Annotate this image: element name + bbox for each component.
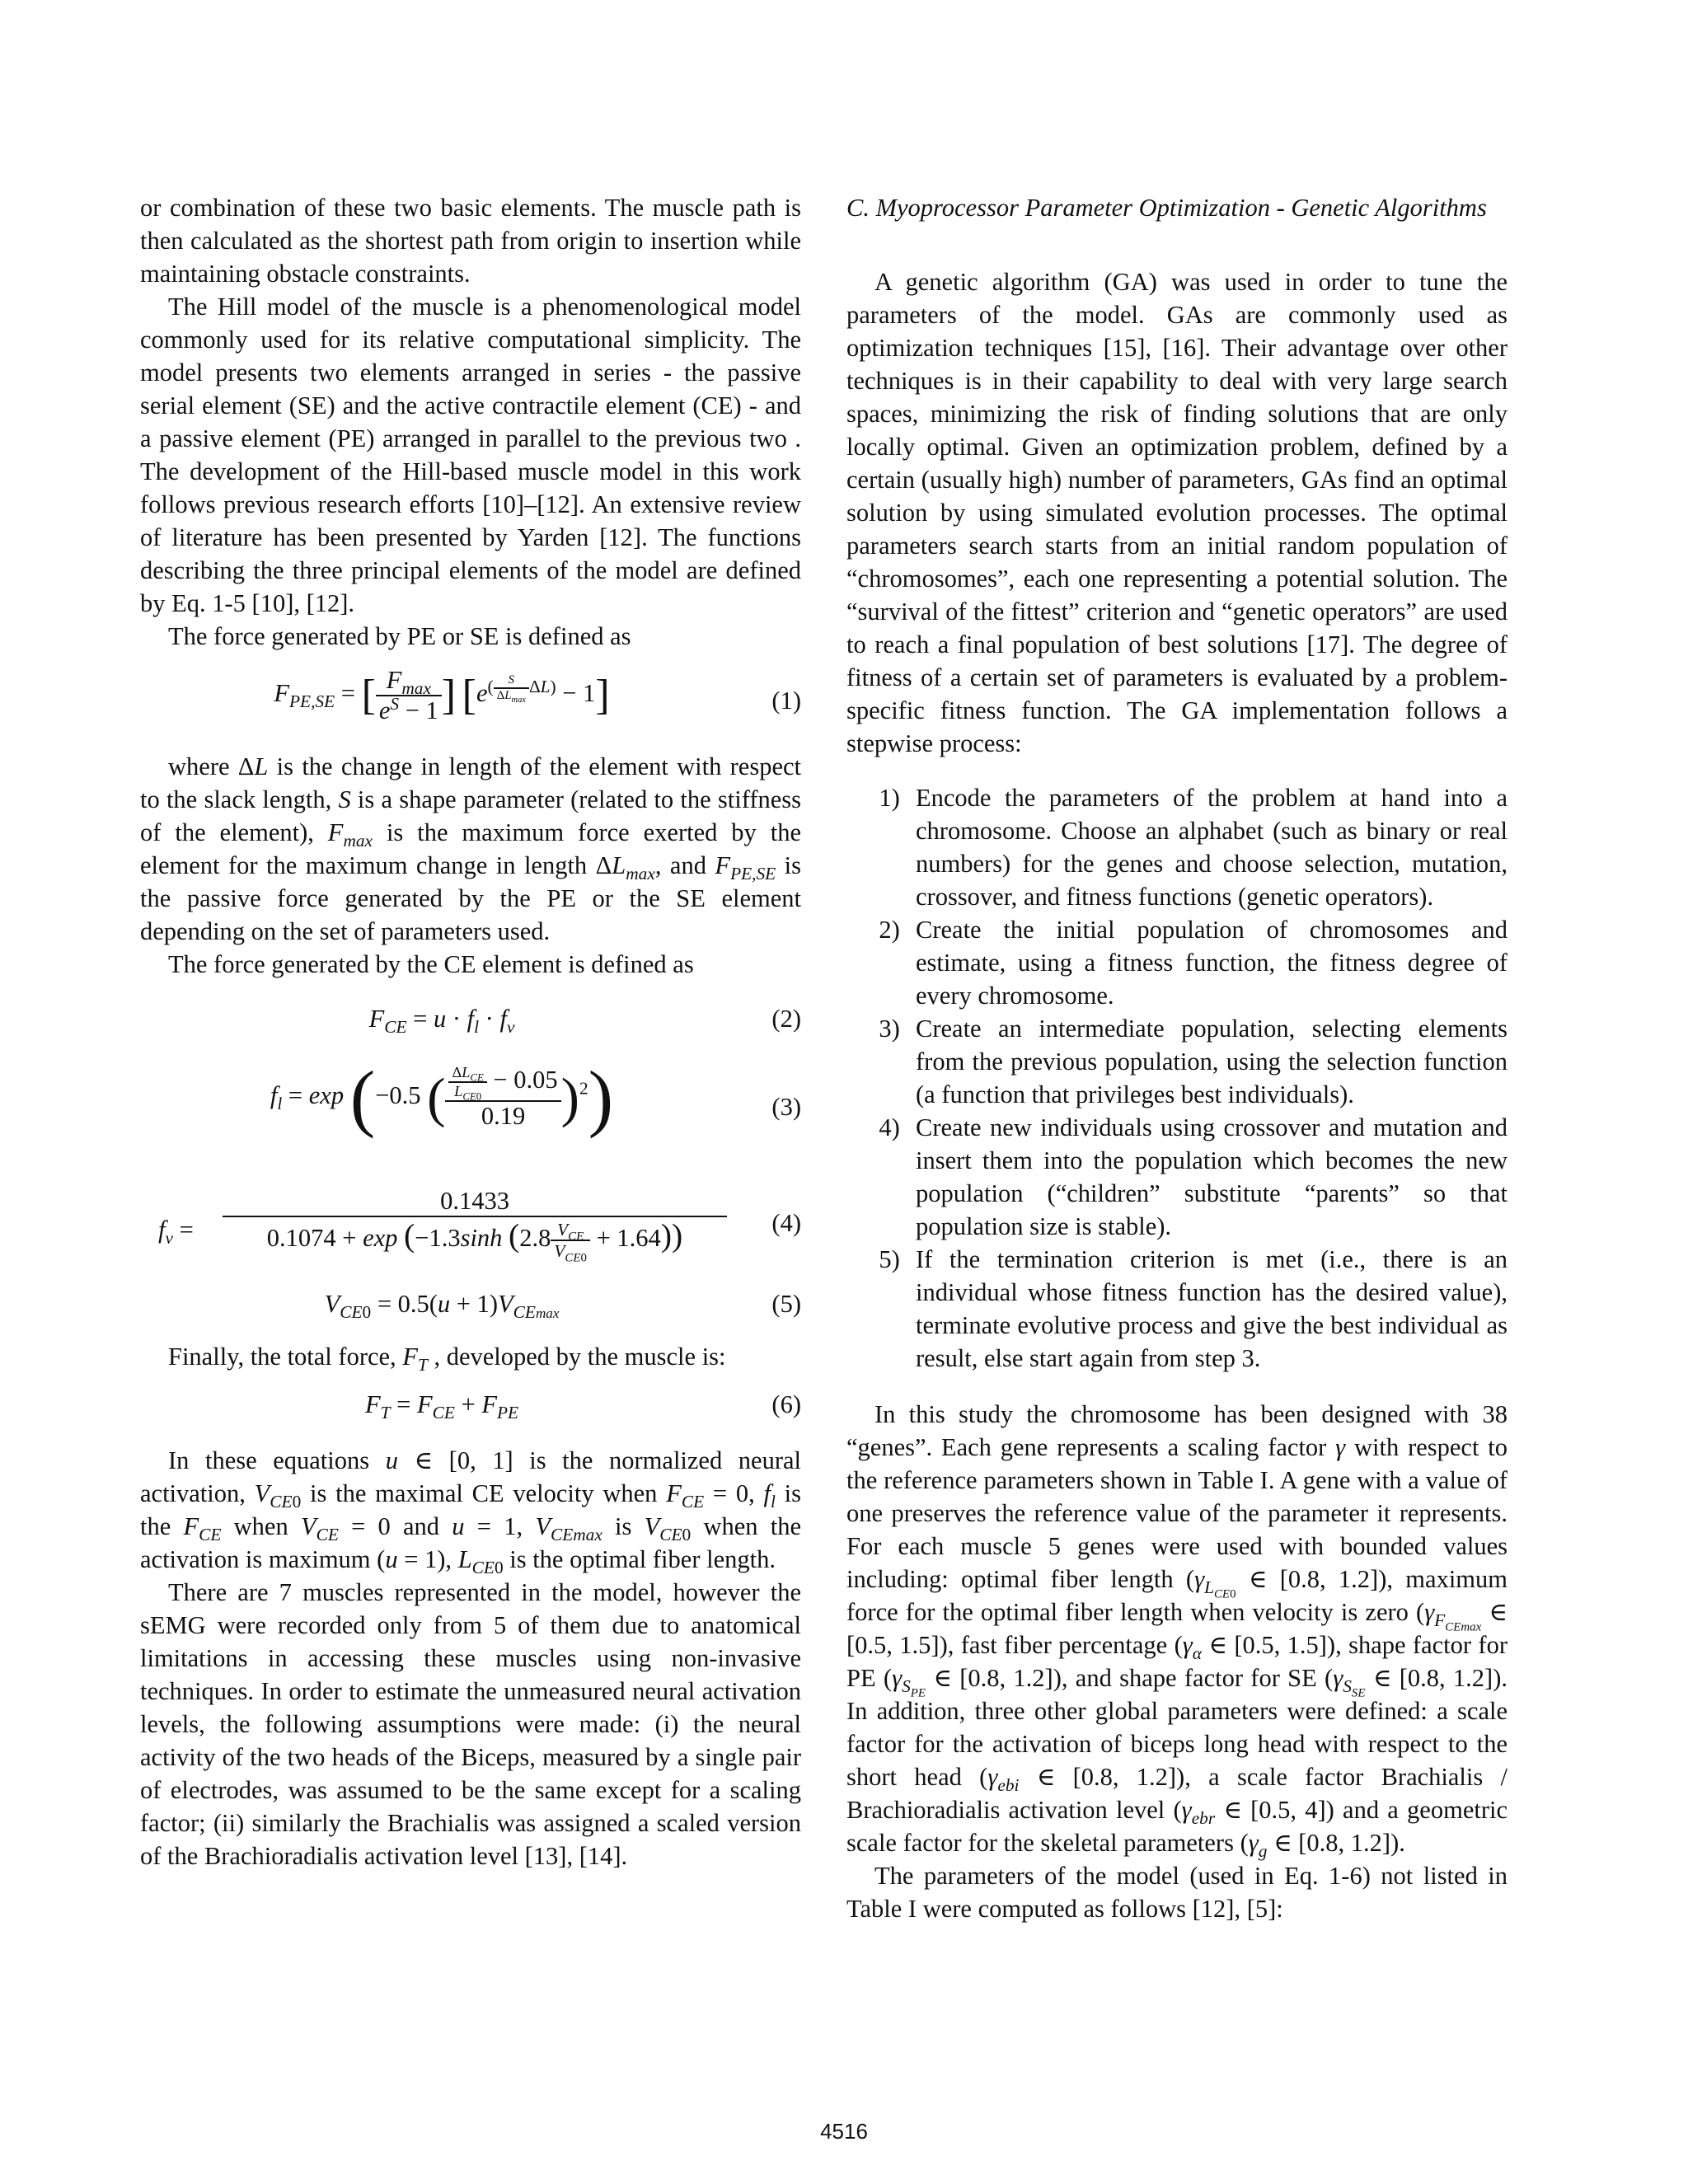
paragraph: A genetic algorithm (GA) was used in order to tune the parameters of the model. GAs are commonly used as optimization techniques [15], [16]. Their advantage over other techniques is in their capability to deal with very large search spaces, minimizing the risk of finding solutions that are only locally optimal. Given an optimization problem, defined by a certain (usually high) number of parameters, GAs find an optimal solution by using simulated evolution processes. The optimal parameters search starts from an initial random population of “chromosomes”, each one representing a potential solution. The “survival of the fittest” criterion and “genetic operators” are used to reach a final population of best solutions [17]. The degree of fitness of a certain set of parameters is evaluated by a problem-specific fitness function. The GA implementation follows a stepwise process:	[846, 268, 1507, 757]
equation-3: $f_l = \exp (-0.5$ ( $\frac{\Delta L_{CE}}{L_{CE0}}$ − 0.05 0.19 )$^2$) (3)	[270, 1055, 801, 1139]
equation-number: (2)	[771, 1005, 801, 1033]
steps-list	[846, 781, 1507, 1375]
paragraph: Finally, the total force, $F_T$ , developed by the muscle is:	[168, 1343, 726, 1376]
equation-5: $V_{CE0} = 0.5(u + 1)V_{CEmax}$ (5)	[140, 1287, 801, 1327]
paragraph: In these equations u ∈ [0, 1] is the normalized neural activation, $V_{CE0}$ is the maximal CE velocity when $F_{CE} = 0$, $f_l$ is the $F_{CE}$ when $V_{CE} = 0$ and u = 1, $V_{CEmax}$ is $V_{CE0}$ when the activation is maximum (u = 1), $L_{CE0}$ is the optimal fiber length.	[140, 1446, 802, 1578]
paragraph: The force generated by the CE element is defined as	[168, 950, 694, 978]
left-column	[140, 191, 801, 1872]
paragraph: where ΔL is the change in length of the element with respect to the slack length, S is a shape parameter (related to the stiffness of the element), $F_{max}$ is the maximum force exerted by the element for the maximum change in length $\Delta L_{max}$, and $F_{PE,SE}$ is the passive force generated by the PE or the SE element depending on the set of parameters used.	[140, 752, 802, 945]
paragraph: or combination of these two basic elements. The muscle path is then calculated as the shortest path from origin to insertion while maintaining obstacle constraints.	[140, 194, 801, 288]
paragraph: The Hill model of the muscle is a phenomenological model commonly used for its relative computational simplicity. The model presents two elements arranged in series - the passive serial element (SE) and the active contractile element (CE) - and a passive element (PE) arranged in parallel to the previous two . The development of the Hill-based muscle model in this work follows previous research efforts [10]–[12]. An extensive review of literature has been presented by Yarden [12]. The functions describing the three principal elements of the model are defined by Eq. 1-5 [10], [12].	[140, 293, 801, 617]
list-item: 2. Create the initial population of chromosomes and estimate, using a fitness function, the fitness degree of every chromosome.	[912, 913, 1507, 1012]
paragraph: The force generated by PE or SE is defined as	[168, 622, 631, 650]
equation-4: $f_v$ = 0.1433 0.1074 + exp (−1.3sinh (2.8 $\frac{V_{CE}}{V_{CE0}}$ + 1.64)) (4)	[158, 1187, 801, 1265]
list-item: 5. If the termination criterion is met (i.e., there is an individual whose fitness function has the desired value), terminate evolutive process and give the best individual as result, else start again from step 3.	[912, 1243, 1507, 1375]
equation-number: (5)	[771, 1290, 801, 1318]
paragraph: In this study the chromosome has been designed with 38 “genes”. Each gene represents a scaling factor γ with respect to the reference parameters shown in Table I. A gene with a value of one preserves the reference value of the parameter it represents. For each muscle 5 genes were used with bounded values including: optimal fiber length ($\gamma_{L_{CE0}}$ ∈ [0.8, 1.2]), maximum force for the optimal fiber length when velocity is zero ($\gamma_{F_{CEmax}}$ ∈ [0.5, 1.5]), fast fiber percentage ($\gamma_\alpha$ ∈ [0.5, 1.5]), shape factor for PE ($\gamma_{S_{PE}}$ ∈ [0.8, 1.2]), and shape factor for SE ($\gamma_{S_{SE}}$ ∈ [0.8, 1.2]). In addition, three other global parameters were defined: a scale factor for the activation of biceps long head with respect to the short head ($\gamma_{ebi}$ ∈ [0.8, 1.2]), a scale factor Brachialis / Brachioradialis activation level ($\gamma_{ebr}$ ∈ [0.5, 4]) and a geometric scale factor for the skeletal parameters ($\gamma_g$ ∈ [0.8, 1.2]).	[846, 1400, 1508, 1862]
paragraph: There are 7 muscles represented in the model, however the sEMG were recorded only from 5 of them due to anatomical limitations in accessing these muscles using non-invasive techniques. In order to estimate the unmeasured neural activation levels, the following assumptions were made: (i) the neural activity of the two heads of the Biceps, measured by a single pair of electrodes, was assumed to be the same except for a scaling factor; (ii) similarly the Brachialis was assigned a scaled version of the Brachioradialis activation level [13], [14].	[140, 1578, 801, 1870]
paragraph: The parameters of the model (used in Eq. 1-6) not listed in Table I were computed as follows [12], [5]:	[846, 1862, 1507, 1923]
list-item: 3. Create an intermediate population, selecting elements from the previous population, using the selection function (a function that privileges best individuals).	[912, 1012, 1507, 1111]
list-item: 4. Create new individuals using crossover and mutation and insert them into the population which becomes the new population (“children” substitute “parents” so that population size is stable).	[912, 1111, 1507, 1243]
equation-number: (6)	[771, 1390, 801, 1418]
equation-number: (3)	[771, 1093, 801, 1121]
equation-6: $F_T = F_{CE} + F_{PE}$ (6)	[140, 1388, 801, 1427]
equation-2: $F_{CE} = u \cdot f_l \cdot f_v$ (2)	[140, 1002, 801, 1040]
equation-1: $F_{PE,SE}$ = [ $\frac{F_{max}}{e^S - 1}$ ] $[e^{( \frac{S}{\Delta L_{max}} \Delta L)} - 1]$ (1)	[274, 666, 801, 725]
equation-number: (1)	[771, 687, 801, 715]
equation-number: (4)	[771, 1209, 801, 1237]
page-number: 4516	[820, 2119, 868, 2144]
list-item: 1. Encode the parameters of the problem at hand into a chromosome. Choose an alphabet (such as binary or real numbers) for the genes and choose selection, mutation, crossover, and fitness functions (genetic operators).	[912, 781, 1507, 913]
section-title: C. Myoprocessor Parameter Optimization - Genetic Algorithms	[846, 194, 1487, 222]
right-column	[846, 191, 1507, 1925]
